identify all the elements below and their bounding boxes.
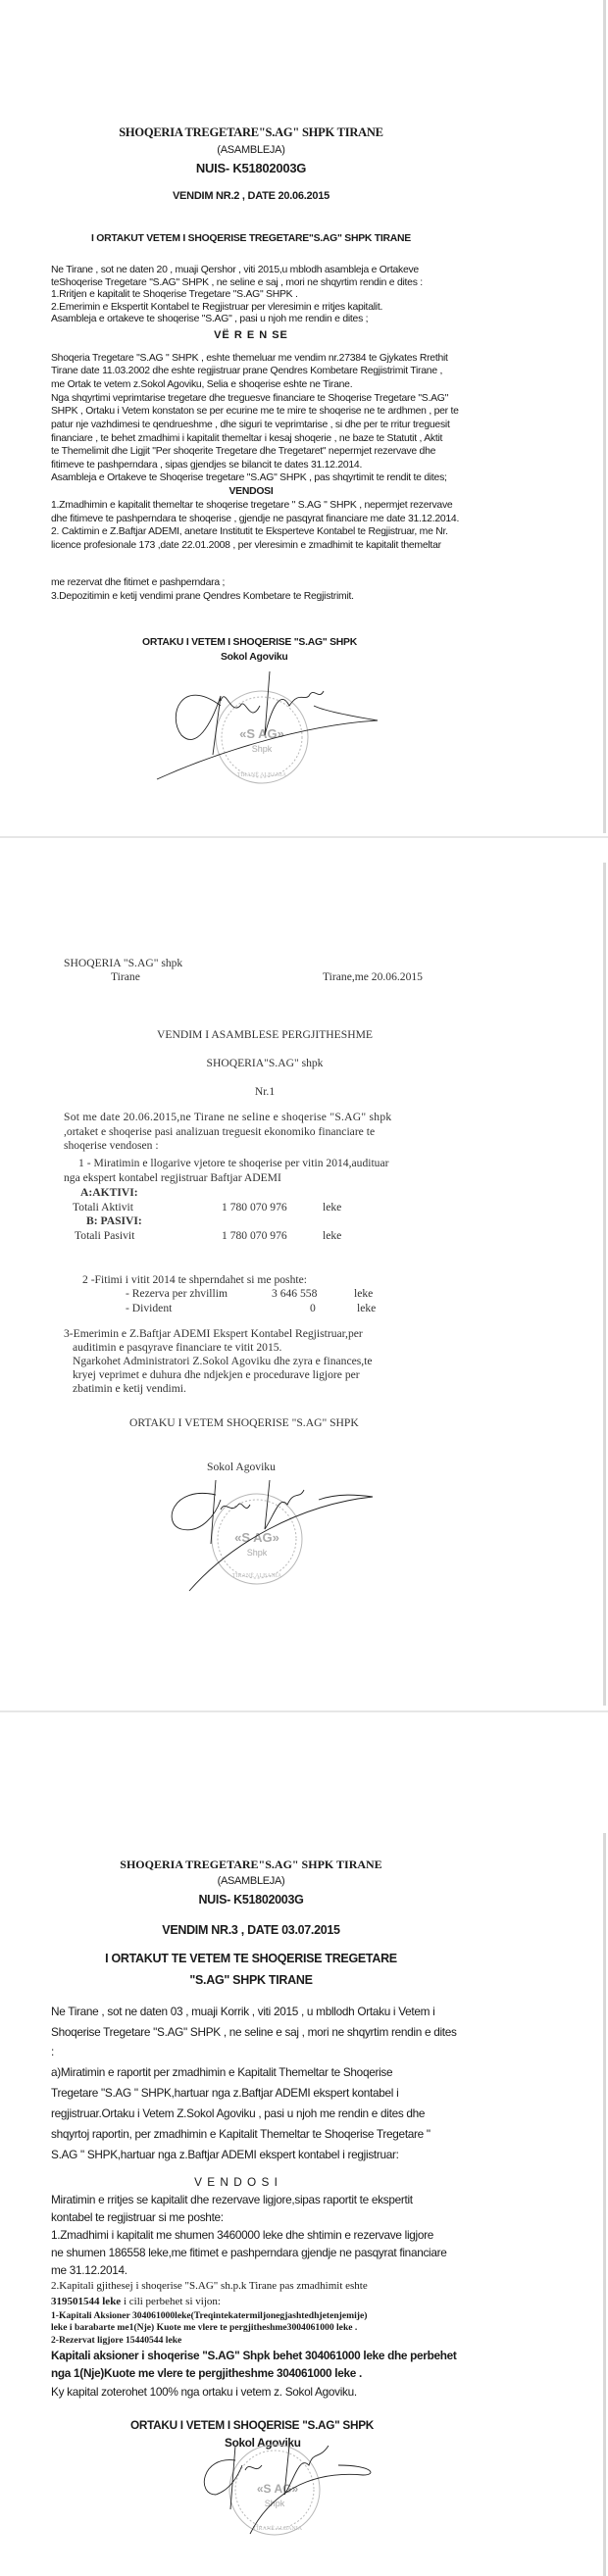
- decided-line: 3.Depozitimin e ketij vendimi prane Qendres Kombetare te Regjistrimit.: [51, 591, 354, 602]
- reserve-value: 3 646 558: [272, 1287, 318, 1300]
- company-subtitle: SHOQERIA"S.AG" shpk: [206, 1057, 324, 1069]
- stamp-sub-text: Shpk: [264, 2499, 285, 2508]
- page-divider: [0, 836, 608, 838]
- reserve-label: - Rezerva per zhvillim: [126, 1287, 228, 1300]
- decided-line: licence profesionale 173 ,date 22.01.2008 , per vleresimin e zmadhimit te kapitalit themeltar: [51, 540, 441, 551]
- total-capital: 319501544 leke: [51, 2296, 122, 2307]
- intro-line: ,ortaket e shoqerise pasi analizuan treguesit ekonomiko financiare te: [64, 1125, 376, 1138]
- nuis-number: NUIS- K51802003G: [198, 1893, 304, 1907]
- agenda-line: a)Miratimin e raportit per zmadhimin e Kapitalit Themeltar te Shoqerise: [51, 2065, 393, 2079]
- noted-line: Shoqeria Tregetare "S.AG " SHPK , eshte themeluar me vendim nr.27384 te Gjykates Rrethit: [51, 353, 448, 364]
- intro-line: Sot me date 20.06.2015,ne Tirane ne seline e shoqerise "S.AG" shpk: [64, 1111, 392, 1123]
- breakdown-line: leke i barabarte me1(Nje) Kuote me vlere te pergjitheshme3004061000 leke .: [51, 2322, 358, 2333]
- liabilities-label: Totali Pasivit: [75, 1229, 135, 1242]
- company-header: SHOQERIA TREGETARE"S.AG" SHPK TIRANE: [120, 1858, 382, 1871]
- noted-line: fitimeve te pashperndara , sipas gjendjes se bilancit te dates 31.12.2014.: [51, 460, 363, 471]
- decided-heading: V E N D O S I: [194, 2175, 279, 2189]
- decision-subtitle: I ORTAKUT VETEM I SHOQERISE TREGETARE"S.AG" SHPK TIRANE: [91, 233, 411, 244]
- signature-stamp-2: [162, 1475, 387, 1598]
- company-name: SHOQERIA "S.AG" shpk: [64, 957, 183, 969]
- nuis-number: NUIS- K51802003G: [195, 161, 307, 175]
- summary-line: nga 1(Nje)Kuote me vlere te pergjitheshme 304061000 leke .: [51, 2366, 362, 2380]
- decided-line: Miratimin e rritjes se kapitalit dhe rezervave ligjore,sipas raportit te ekspertit: [51, 2193, 413, 2206]
- item3-line: zbatimin e ketij vendimi.: [73, 1382, 186, 1395]
- total-capital-rest: i cili perbehet si vijon:: [121, 2296, 221, 2307]
- decision-title: VENDIM NR.3 , DATE 03.07.2015: [162, 1923, 340, 1937]
- assets-label: Totali Aktivit: [73, 1201, 133, 1214]
- intro-line: Shoqerise Tregetare "S.AG" SHPK , ne seline e saj , mori ne shqyrtim rendin e dites: [51, 2025, 457, 2039]
- dividend-value: 0: [310, 1302, 316, 1314]
- company-city: Tirane: [111, 970, 140, 983]
- dividend-label: - Divident: [126, 1302, 173, 1314]
- stamp-center-text: «S AG»: [256, 2482, 299, 2496]
- assembly-label: (ASAMBLEJA): [217, 144, 285, 156]
- item1-line: nga ekspert kontabel regjistruar Baftjar ADEMI: [64, 1171, 281, 1184]
- assembly-label: (ASAMBLEJA): [217, 1875, 285, 1887]
- item3-line: 3-Emerimin e Z.Baftjar ADEMI Ekspert Kontabel Regjistruar,per: [64, 1327, 363, 1340]
- stamp-center-text: «S AG»: [234, 1530, 279, 1545]
- signatory-title: ORTAKU I VETEM I SHOQERISE "S.AG" SHPK: [142, 637, 357, 648]
- breakdown-line: 2-Rezervat ligjore 15440544 leke: [51, 2335, 182, 2346]
- signatory-name: Sokol Agoviku: [207, 1461, 276, 1473]
- decided-line: 2.Kapitali gjithesej i shoqerise "S.AG" sh.p.k Tirane pas zmadhimit eshte: [51, 2280, 368, 2292]
- intro-line: shoqerise vendosen :: [64, 1139, 159, 1152]
- item3-line: kryej veprimet e duhura dhe ndjekjen e procedurave ligjore per: [73, 1368, 360, 1381]
- signatory-title: ORTAKU I VETEM SHOQERISE "S.AG" SHPK: [129, 1416, 359, 1429]
- scan-edge: [603, 1833, 606, 2576]
- noted-line: financiare , te behet zmadhimi i kapitalit themeltar i kesaj shoqerie , ne baze te Statutit , Aktit: [51, 433, 443, 444]
- dividend-currency: leke: [357, 1302, 377, 1314]
- noted-line: Tirane date 11.03.2002 dhe eshte regjistruar prane Qendres Kombetare Regjistrimit Tirane ,: [51, 366, 443, 376]
- assets-currency: leke: [323, 1201, 342, 1214]
- item1-line: 1 - Miratimin e llogarive vjetore te shoqerise per vitin 2014,audituar: [78, 1157, 389, 1169]
- signature-stamp-1: [152, 667, 387, 784]
- intro-line: Ne Tirane , sot ne daten 20 , muaji Qershor , viti 2015,u mblodh asambleja e Ortakeve: [51, 265, 419, 275]
- intro-line: Ne Tirane , sot ne daten 03 , muaji Korrik , viti 2015 , u mbllodh Ortaku i Vetem i: [51, 2005, 435, 2018]
- noted-line: SHPK , Ortaku i Vetem konstaton se per ecurine me te mire te shoqerise ne te ardhmen , per te: [51, 406, 459, 417]
- decided-line: me 31.12.2014.: [51, 2263, 127, 2277]
- liabilities-currency: leke: [323, 1229, 342, 1242]
- signature-stamp-3: [191, 2436, 387, 2544]
- stamp-sub-text: Shpk: [251, 744, 273, 754]
- signatory-name: Sokol Agoviku: [221, 652, 288, 663]
- signatory-title: ORTAKU I VETEM I SHOQERISE "S.AG" SHPK: [130, 2418, 374, 2432]
- noted-line: Asambleja e Ortakeve te Shoqerise tregetare "S.AG" SHPK , pas shqyrtimit te rendit te dites;: [51, 472, 447, 483]
- agenda-line: Tregetare "S.AG " SHPK,hartuar nga z.Baftjar ADEMI ekspert kontabel i: [51, 2086, 399, 2100]
- summary-line: Kapitali aksioner i shoqerise "S.AG" Shpk behet 304061000 leke dhe perbehet: [51, 2349, 457, 2362]
- decision-subtitle: I ORTAKUT TE VETEM TE SHOQERISE TREGETARE: [105, 1952, 397, 1965]
- scan-edge: [603, 863, 606, 1706]
- stamp-ring-text: TIRANË ALBANIA: [236, 772, 287, 778]
- stamp-ring-text: TIRANË ALBANIA: [231, 1573, 282, 1579]
- decided-line: 1.Zmadhimin e kapitalit themeltar te shoqerise tregetare " S.AG " SHPK , nepermjet rezervave: [51, 500, 453, 511]
- scan-edge: [603, 0, 606, 833]
- noted-line: patur nje vazhdimesi te qendrueshme , dhe siguri te veprimtarise , si dhe per te rritur treguesit: [51, 420, 450, 430]
- liabilities-value: 1 780 070 976: [222, 1229, 287, 1242]
- agenda-line: shqyrtoj raportin, per zmadhimin e Kapitalit Themeltar te Shoqerise Tregetare ": [51, 2127, 431, 2141]
- stamp-sub-text: Shpk: [246, 1548, 268, 1558]
- assets-heading: A:AKTIVI:: [80, 1186, 138, 1199]
- place-date: Tirane,me 20.06.2015: [323, 970, 423, 983]
- company-header: SHOQERIA TREGETARE"S.AG" SHPK TIRANE: [119, 125, 383, 139]
- signature-icon: [157, 671, 378, 779]
- assets-value: 1 780 070 976: [222, 1201, 287, 1214]
- noted-heading: VË R E N SE: [214, 329, 288, 341]
- decided-heading: VENDOSI: [228, 486, 274, 497]
- intro-line: :: [51, 2045, 54, 2058]
- page-divider: [0, 1710, 608, 1712]
- agenda-line: S.AG " SHPK,hartuar nga z.Baftjar ADEMI ekspert kontabel i regjistruar:: [51, 2148, 399, 2161]
- agenda-line: regjistruar.Ortaku i Vetem Z.Sokol Agoviku , pasi u njoh me rendin e dites dhe: [51, 2106, 426, 2120]
- stamp-center-text: «S AG»: [239, 726, 284, 741]
- decided-line: me rezervat dhe fitimet e pashperndara ;: [51, 577, 226, 588]
- breakdown-line: 1-Kapitali Aksioner 304061000leke(Treqintekatermiljonegjashtedhjetenjemije): [51, 2310, 368, 2321]
- liabilities-heading: B: PASIVI:: [86, 1214, 142, 1227]
- total-capital-line: [51, 2296, 221, 2307]
- item3-line: auditimin e pasqyrave financiare te vitit 2015.: [73, 1341, 282, 1354]
- reserve-currency: leke: [354, 1287, 374, 1300]
- noted-line: te Themelimit dhe Ligjit "Per shoqerite Tregetare dhe Tregetaret" nepermjet rezervave dhe: [51, 446, 436, 457]
- decision-title: VENDIM NR.2 , DATE 20.06.2015: [172, 190, 330, 202]
- noted-line: me Ortak te vetem z.Sokol Agoviku, Selia e shoqerise eshte ne Tirane.: [51, 379, 353, 390]
- item3-line: Ngarkohet Administratori Z.Sokol Agoviku dhe zyra e finances,te: [73, 1355, 373, 1367]
- noted-line: Nga shqyrtimi veprimtarise tregetare dhe treguesve financiare te Shoqerise Tregetare "S.AG": [51, 393, 449, 404]
- intro-line: 2.Emerimin e Ekspertit Kontabel te Regjistruar per vleresimin e rritjes kapitalit.: [51, 302, 383, 313]
- decided-line: 1.Zmadhimi i kapitalit me shumen 3460000 leke dhe shtimin e rezervave ligjore: [51, 2228, 433, 2242]
- intro-line: Asambleja e ortakeve te shoqerise "S.AG" , pasi u njoh me rendin e dites ;: [51, 314, 369, 324]
- decision-subtitle: "S.AG" SHPK TIRANE: [189, 1973, 313, 1987]
- decided-line: 2. Caktimin e Z.Baftjar ADEMI, anetare Institutit te Eksperteve Kontabel te Regjistruar, me Nr.: [51, 526, 448, 537]
- decided-line: dhe fitimeve te pashperndara te shoqerise , gjendje ne pasqyrat financiare me date 31.12.2014.: [51, 514, 460, 524]
- decision-number: Nr.1: [254, 1085, 276, 1098]
- ownership-line: Ky kapital zoterohet 100% nga ortaku i vetem z. Sokol Agoviku.: [51, 2385, 357, 2399]
- decided-line: kontabel te regjistruar si me poshte:: [51, 2210, 224, 2224]
- intro-line: teShoqerise Tregetare "S.AG" SHPK , ne seline e saj , mori ne shqyrtim rendin e dites :: [51, 277, 423, 288]
- signatory-name: Sokol Agoviku: [225, 2436, 301, 2450]
- item2-line: 2 -Fitimi i vitit 2014 te shperndahet si me poshte:: [82, 1273, 307, 1286]
- decided-line: ne shumen 186558 leke,me fitimet e pashperndara gjendje ne pasqyrat financiare: [51, 2246, 447, 2259]
- decision-title: VENDIM I ASAMBLESE PERGJITHESHME: [157, 1028, 373, 1041]
- intro-line: 1.Rritjen e kapitalit te Shoqerise Tregetare "S.AG" SHPK .: [51, 289, 298, 300]
- stamp-ring-text: TIRANË ALBANIA: [252, 2526, 303, 2532]
